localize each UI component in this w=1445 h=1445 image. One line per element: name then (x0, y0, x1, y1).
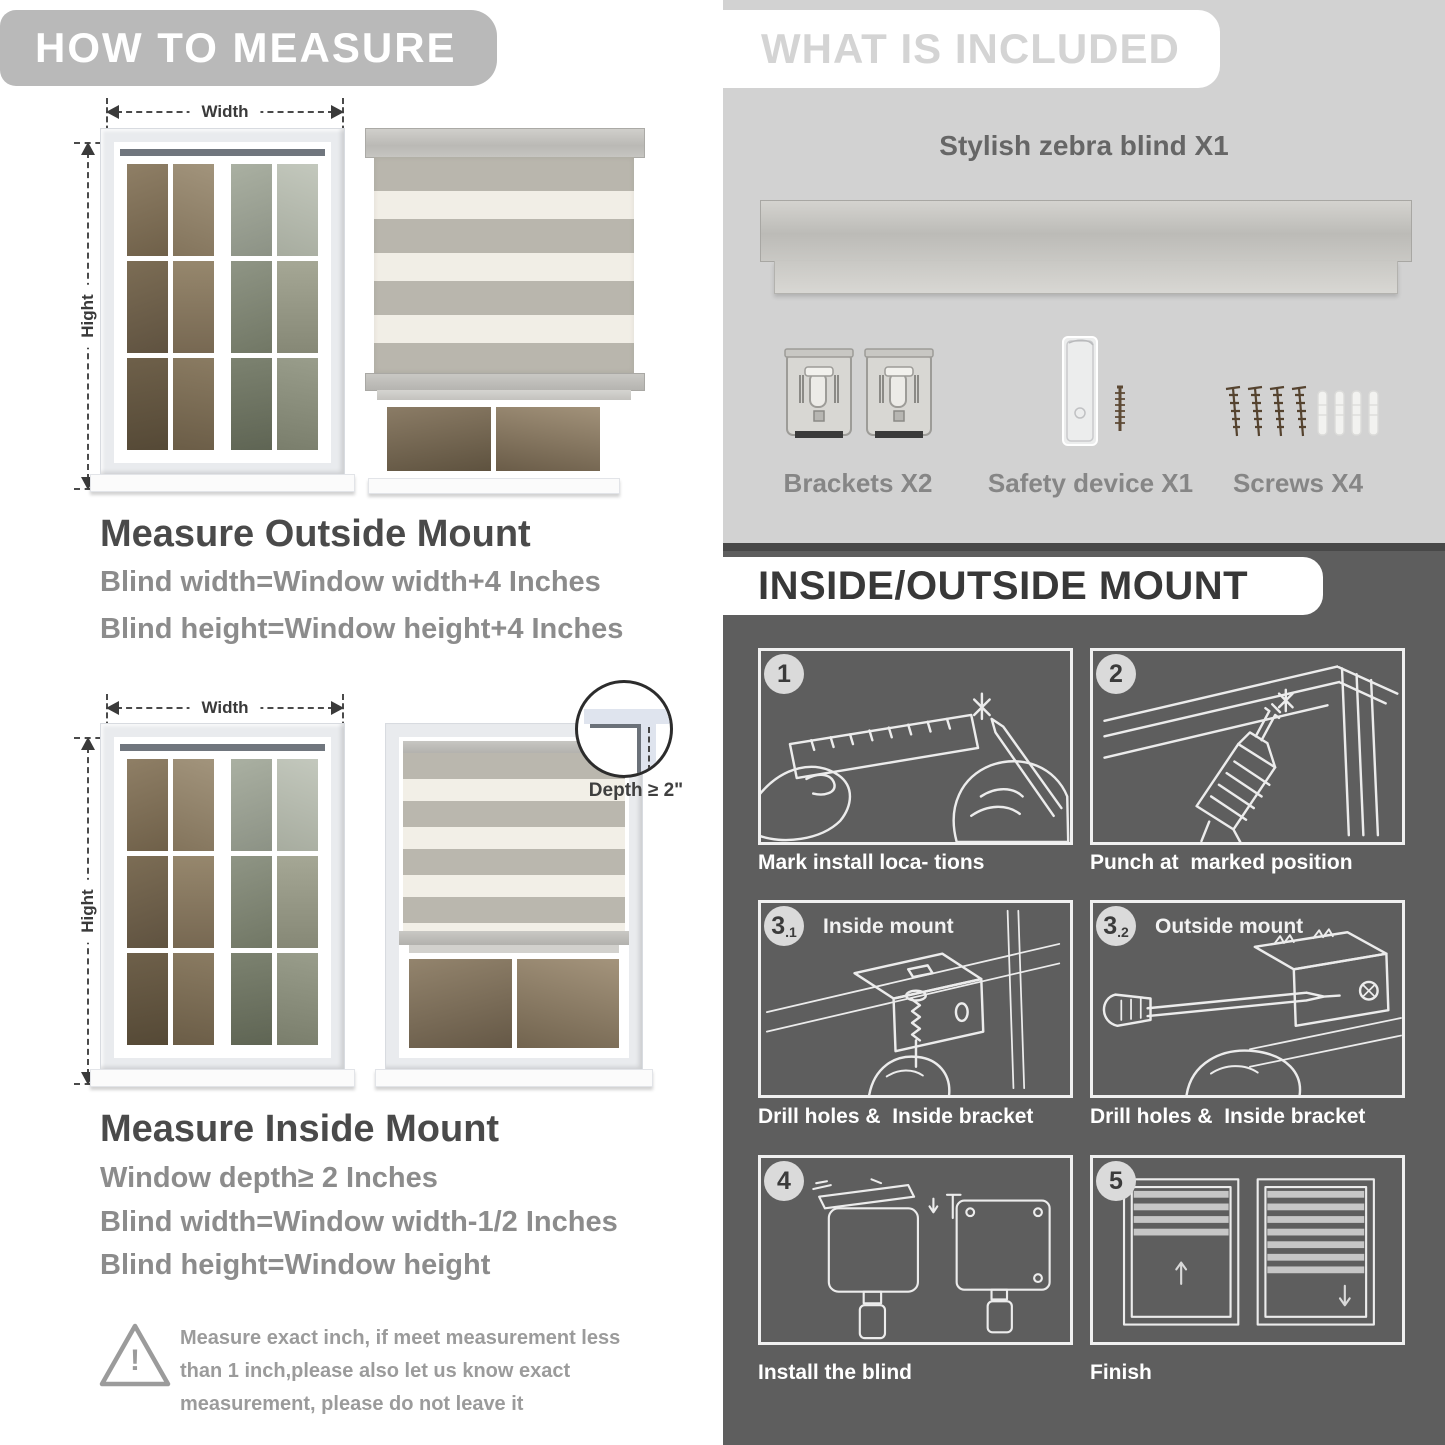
step-caption-2: Punch at marked position (1090, 851, 1353, 874)
how-to-measure-header (0, 10, 497, 86)
safety-device-label: Safety device X1 (987, 468, 1194, 498)
arrow-up-icon (81, 142, 95, 155)
width-label: Width (189, 698, 260, 718)
blind-bottom-rail (365, 373, 645, 391)
step-panel-1 (758, 648, 1073, 845)
window-door (121, 158, 220, 456)
step-badge: 2 (1096, 654, 1136, 694)
step-panel-4 (758, 1155, 1073, 1345)
arrow-right-icon (331, 701, 344, 715)
height-label: Hight (78, 879, 98, 942)
inside-mount-line2: Blind width=Window width-1/2 Inches (100, 1206, 618, 1238)
blind-headrail (365, 128, 645, 158)
window-sill (368, 478, 620, 494)
inside-mount-line3: Blind height=Window height (100, 1249, 491, 1281)
step-badge: 5 (1096, 1161, 1136, 1201)
arrow-right-icon (331, 105, 344, 119)
step-badge: 1 (764, 654, 804, 694)
step-caption-5: Finish (1090, 1361, 1152, 1384)
window-image (100, 128, 345, 492)
blind-bottom-rail (399, 931, 629, 945)
window-sill (90, 1069, 355, 1087)
height-arrow (80, 142, 96, 490)
bracket-icon (863, 345, 935, 445)
step-caption-1: Mark install loca- tions (758, 851, 985, 874)
step-panel-3-2 (1090, 900, 1405, 1098)
width-arrow (106, 104, 344, 120)
depth-label: Depth ≥ 2" (588, 780, 684, 801)
step-caption-3-2: Drill holes & Inside bracket (1090, 1105, 1366, 1128)
step-panel-3-1 (758, 900, 1073, 1098)
step-panel-2 (1090, 648, 1405, 845)
headrail-image (760, 200, 1412, 262)
step-panel-5 (1090, 1155, 1405, 1345)
headrail-lip (774, 261, 1398, 294)
how-to-measure-title: HOW TO MEASURE (35, 24, 457, 71)
height-arrow (80, 737, 96, 1085)
outside-mount-title: Measure Outside Mount (100, 513, 531, 555)
finish-blinds-illustration (1093, 1158, 1402, 1342)
what-is-included-header: WHAT IS INCLUDED (723, 10, 1220, 88)
depth-circle-icon (575, 680, 673, 778)
arrow-up-icon (81, 737, 95, 750)
window-image (380, 400, 607, 478)
product-label: Stylish zebra blind X1 (939, 130, 1229, 161)
mount-section (723, 543, 1445, 1445)
inside-mount-line1: Window depth≥ 2 Inches (100, 1162, 438, 1194)
arrow-left-icon (106, 105, 119, 119)
window-door (121, 753, 220, 1051)
screws-label: Screws X4 (1232, 468, 1364, 498)
bracket-icon (783, 345, 855, 445)
step-badge: 3 .2 (1096, 906, 1136, 946)
measure-warning-text: Measure exact inch, if meet measurement less than 1 inch,please also let us know exact measurement, please do not leave it (180, 1327, 621, 1415)
width-label: Width (189, 102, 260, 122)
step-badge: 3 .1 (764, 906, 804, 946)
inside-mount-title: Measure Inside Mount (100, 1108, 500, 1150)
what-is-included-section (723, 0, 1445, 543)
screw-icon (1218, 385, 1388, 443)
inside-mount-blind-image (385, 723, 643, 1087)
exclamation-mark: ! (130, 1344, 140, 1377)
width-arrow (106, 700, 344, 716)
drill-illustration (1093, 651, 1402, 842)
step-caption-4: Install the blind (758, 1361, 913, 1384)
window-image (403, 953, 625, 1054)
safety-device-icon (1059, 335, 1129, 450)
window-sill (375, 1069, 653, 1087)
step-title: Outside mount (1155, 915, 1304, 938)
window-sill (90, 474, 355, 492)
ruler-hands-illustration (761, 651, 1070, 842)
step-caption-3-1: Drill holes & Inside bracket (758, 1105, 1034, 1128)
outside-mount-line1: Blind width=Window width+4 Inches (100, 566, 601, 598)
install-blind-illustration (761, 1158, 1070, 1342)
arrow-left-icon (106, 701, 119, 715)
window-door (225, 158, 324, 456)
brackets-label: Brackets X2 (783, 468, 933, 498)
height-label: Hight (78, 284, 98, 347)
zebra-blind-image (365, 118, 643, 492)
window-door (225, 753, 324, 1051)
outside-mount-line2: Blind height=Window height+4 Inches (100, 613, 624, 645)
step-title: Inside mount (823, 915, 954, 938)
window-pane (127, 164, 168, 256)
step-badge: 4 (764, 1161, 804, 1201)
mount-header: INSIDE/OUTSIDE MOUNT (723, 557, 1323, 615)
window-image (100, 723, 345, 1087)
zebra-stripes (374, 157, 634, 373)
